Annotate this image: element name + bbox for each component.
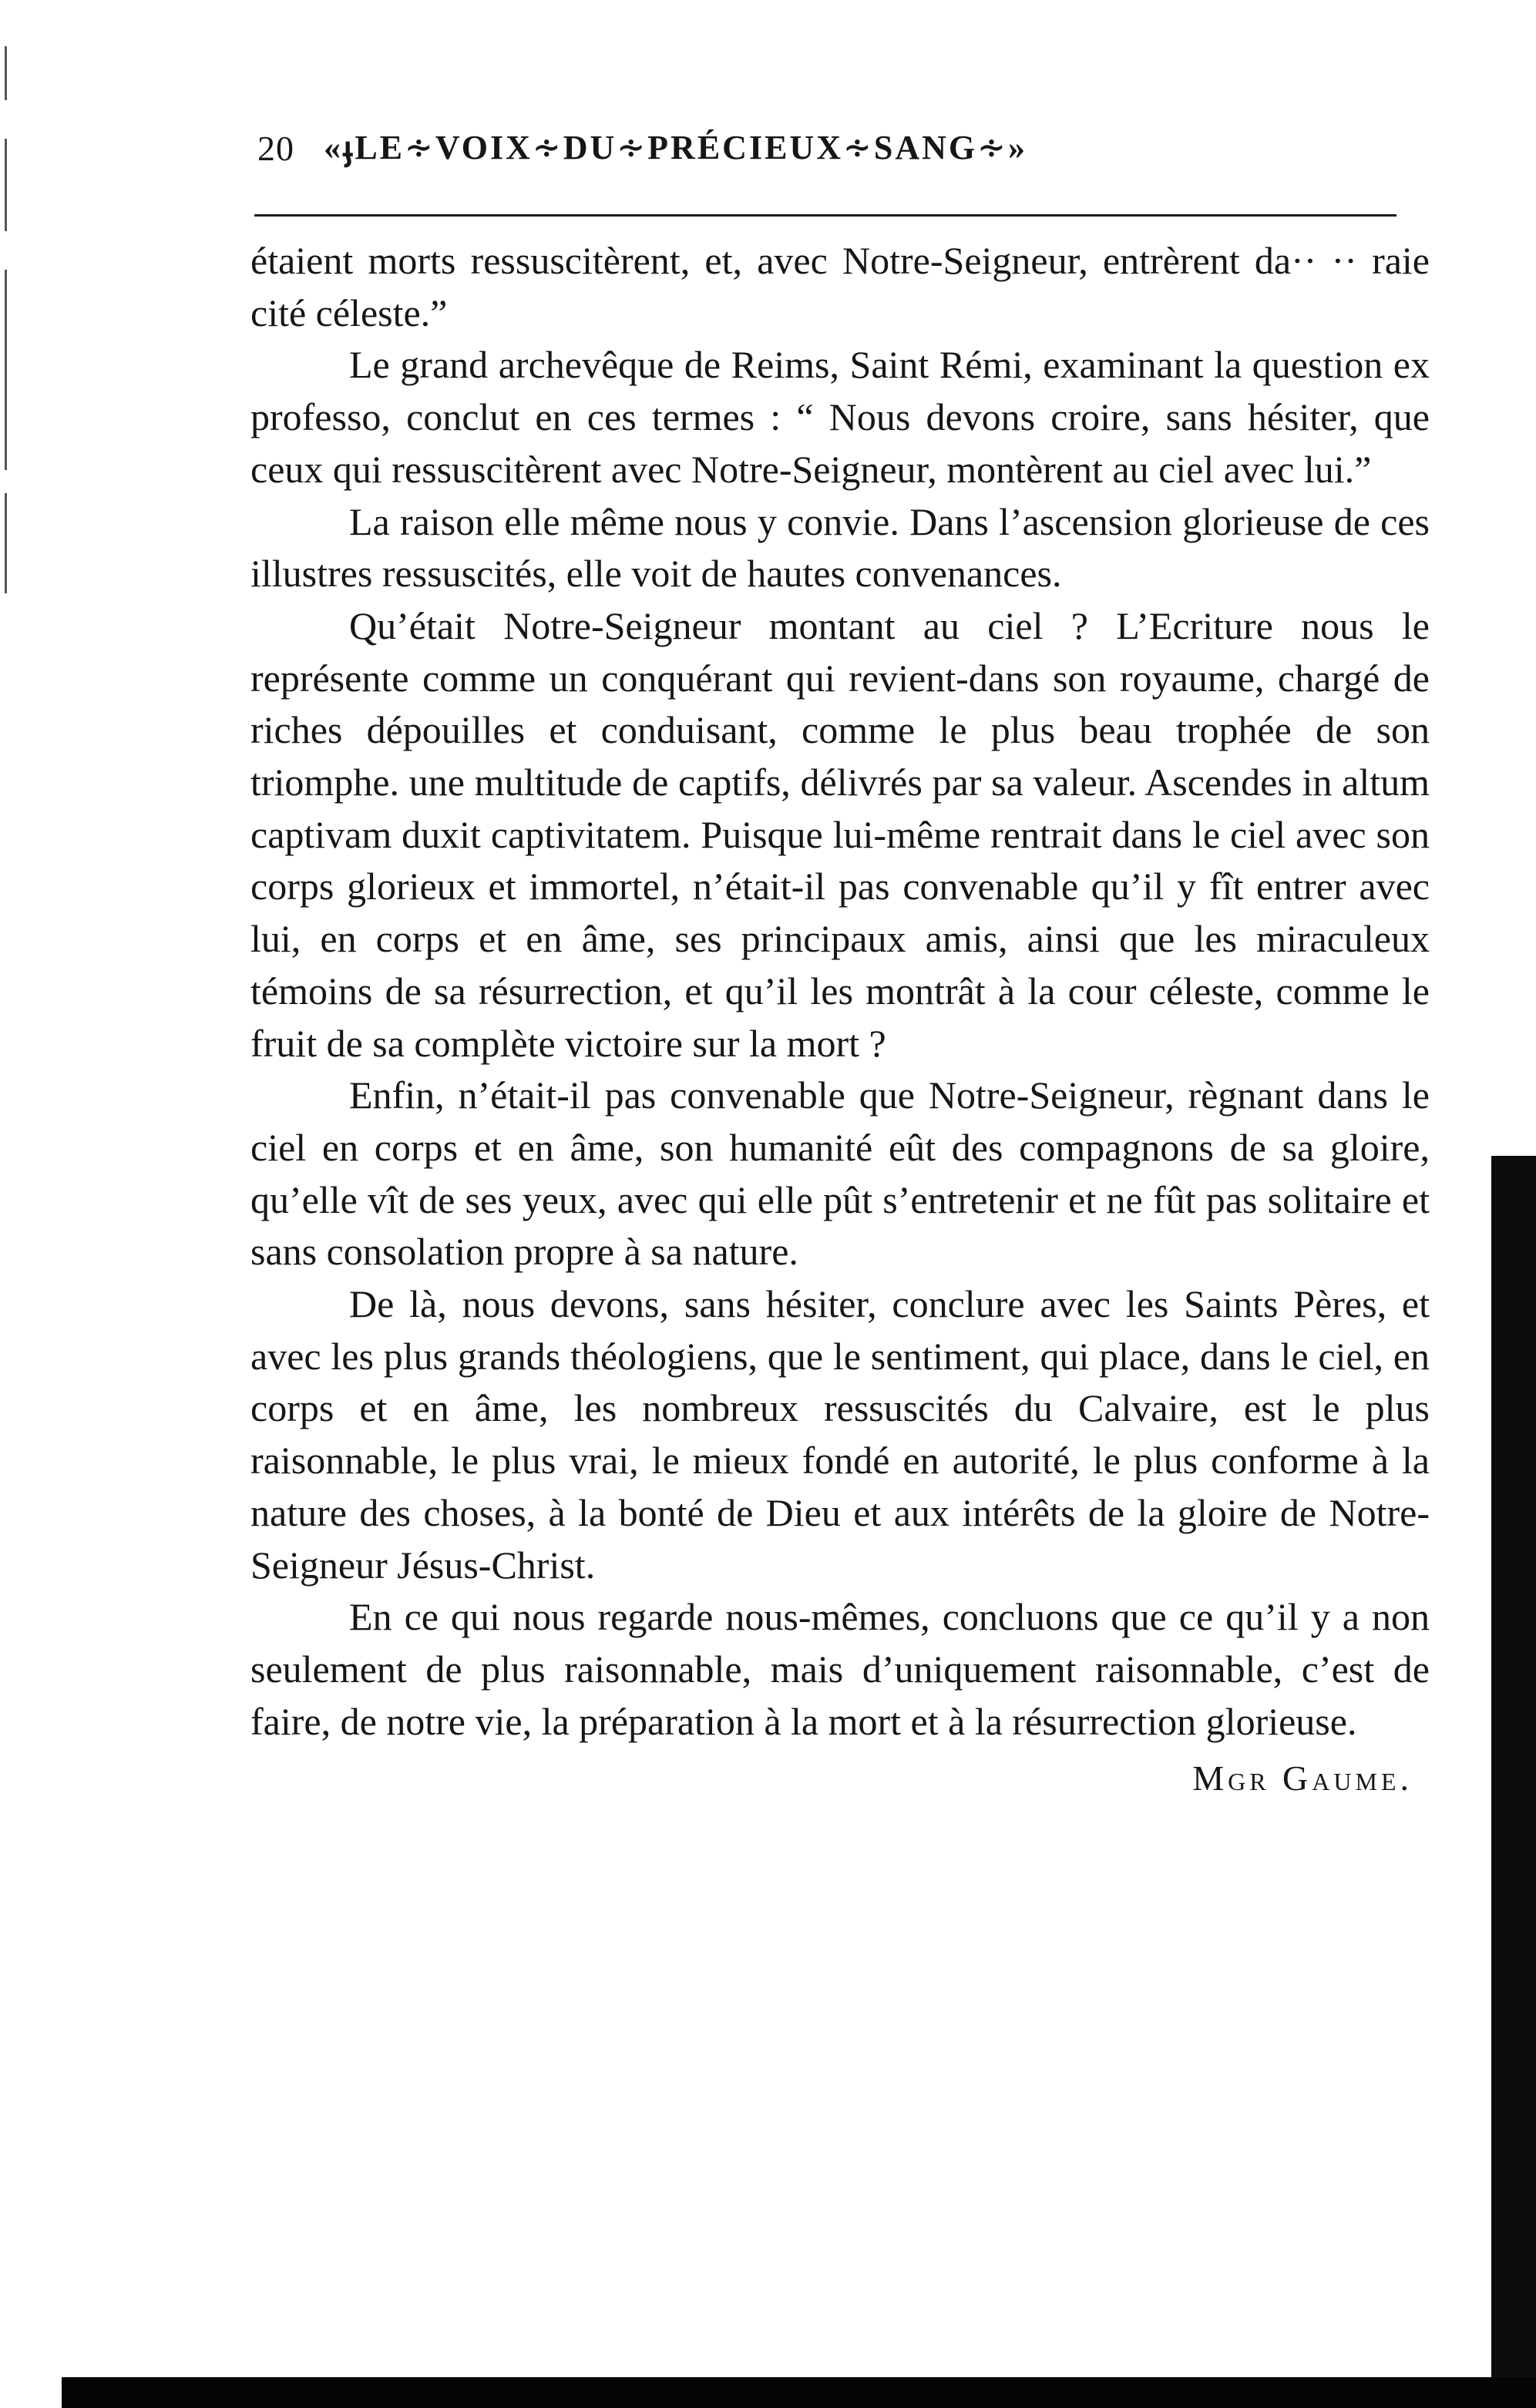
- paragraph-1: étaient morts ressuscitèrent, et, avec Notre-Seigneur, entrèrent da·· ·· raie cité céleste.”: [250, 239, 1430, 334]
- scan-edge-mark: [5, 46, 7, 100]
- scan-edge-mark: [5, 493, 7, 593]
- running-head: «ֈLE∻VOIX∻DU∻PRÉCIEUX∻SANG∻»: [324, 129, 1027, 166]
- paragraph-7: En ce qui nous regarde nous-mêmes, concluons que ce qu’il y a non seulement de plus raisonnable, mais d’uniquement raisonnable, c’est de faire, de notre vie, la préparation à la mort et à la résurrection glorieuse.: [250, 1595, 1430, 1743]
- header-rule: [254, 214, 1397, 217]
- page-number: 20: [257, 129, 294, 168]
- paragraph-6: De là, nous devons, sans hésiter, conclure avec les Saints Pères, et avec les plus grands théologiens, que le sentiment, qui place, dans le ciel, en corps et en âme, les nombreux ressuscités du Calvaire, est le plus raisonnable, le plus vrai, le mieux fondé en autorité, le plus conforme à la nature des choses, à la bonté de Dieu et aux intérêts de la gloire de Notre-Seigneur Jésus-Christ.: [250, 1282, 1430, 1587]
- author-signature: Mgr Gaume.: [1192, 1758, 1413, 1798]
- paragraph-4: Qu’était Notre-Seigneur montant au ciel ? L’Ecriture nous le représente comme un conquérant qui revient-dans son royaume, chargé de riches dépouilles et conduisant, comme le plus beau trophée de son triomphe. une multitude de captifs, délivrés par sa valeur. Ascendes in altum captivam duxit captivitatem. Puisque lui-même rentrait dans le ciel avec son corps glorieux et immortel, n’était-il pas convenable qu’il y fît entrer avec lui, en corps et en âme, ses principaux amis, ainsi que les miraculeux témoins de sa résurrection, et qu’il les montrât à la cour céleste, comme le fruit de sa complète victoire sur la mort ?: [250, 603, 1430, 1065]
- paragraph-2: Le grand archevêque de Reims, Saint Rémi, examinant la question ex professo, conclut en ces termes : “ Nous devons croire, sans hésiter, que ceux qui ressuscitèrent avec Notre-Seigneur, montèrent au ciel avec lui.”: [250, 343, 1430, 491]
- paragraph-5: Enfin, n’était-il pas convenable que Notre-Seigneur, règnant dans le ciel en corps et en âme, son humanité eût des compagnons de sa gloire, qu’elle vît de ses yeux, avec qui elle pût s’entretenir et ne fût pas solitaire et sans consolation propre à sa nature.: [250, 1073, 1430, 1274]
- scan-edge-mark: [5, 270, 7, 470]
- paragraph-3: La raison elle même nous y convie. Dans l’ascension glorieuse de ces illustres ressuscités, elle voit de hautes convenances.: [250, 499, 1430, 596]
- scan-shadow-bottom: [62, 2377, 1536, 2408]
- body-text: [250, 235, 1430, 1809]
- scan-edge-mark: [5, 139, 7, 231]
- scan-shadow-right: [1491, 1156, 1536, 2381]
